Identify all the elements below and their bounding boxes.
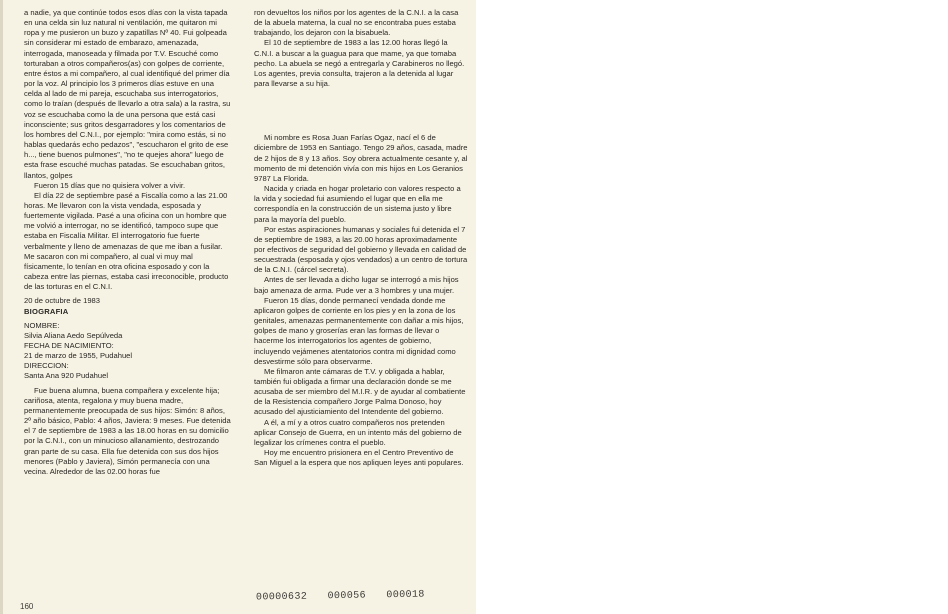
- paragraph: A él, a mí y a otros cuatro compañeros nos pretenden aplicar Consejo de Guerra, en un intento más del gobierno de legalizar los crímenes contra el pueblo.: [254, 417, 462, 447]
- document-date: 20 de octubre de 1983: [24, 296, 101, 306]
- birth-value: 21 de marzo de 1955, Pudahuel: [24, 351, 133, 361]
- name-value: Silvia Aliana Aedo Sepúlveda: [24, 330, 123, 340]
- paragraph: Me filmaron ante cámaras de T.V. y obligada a hablar, también fui obligada a firmar una declaración donde se me acusaba de ser miembro del M.I.R. y de ayudar al combatiente de la Resistencia compañero Jorge Palma Donoso, hoy acusado del ajusticiamiento del Intendente del gobierno.: [254, 366, 466, 417]
- address-value: Santa Ana 920 Pudahuel: [24, 371, 109, 381]
- archive-stamp: 00000632 000056 000018: [255, 589, 425, 604]
- paragraph: El día 22 de septiembre pasé a Fiscalía como a las 21.00 horas. Me llevaron con la vista vendada, esposada y fuertemente vigilada. Pasé a una oficina con un hombre que me volvió a interrogar, no se identificó, tampoco supe que estaba en Fiscalía Militar. El interrogatorio fue fuerte verbalmente y lleno de amenazas de que me iban a fusilar. Me sacaron con mi compañero, al cual vi muy mal físicamente, lo tenían en otra oficina esposado y con la cabeza entre las piernas, estaba casi irreconocible, producto de las torturas en el C.N.I.: [24, 190, 229, 292]
- paragraph: Nacida y criada en hogar proletario con valores respecto a la vida y sociedad fui asumiendo el lugar que en ella me correspondía en la construcción de un sistema justo y libre para la mayoría del pueblo.: [254, 184, 461, 224]
- paragraph: Fue buena alumna, buena compañera y excelente hija; cariñosa, atenta, regalona y muy buena madre, permanentemente preocupada de sus hijos: Simón: 8 años, 2º año básico, Pablo: 4 años, Javiera: 9 meses. Fue detenida el 7 de septiembre de 1983 a las 18.00 horas en su domicilio por la C.N.I., con un minucioso allanamiento, destrozando gran parte de su casa. Ella fue detenida con sus dos hijos menores (Pablo y Javiera), Simón permanecía con una vecina. Alrededor de las 02.00 horas fue: [24, 385, 231, 476]
- paragraph: Antes de ser llevada a dicho lugar se interrogó a mis hijos bajo amenaza de arma. Pude ver a 3 hombres y una mujer.: [254, 275, 459, 295]
- page-number: 160: [20, 602, 34, 611]
- name-label: NOMBRE:: [24, 320, 60, 330]
- paragraph: ron devueltos los niños por los agentes de la C.N.I. a la casa de la abuela materna, la cual no se encontraba pues estaba trabajando, los dejaron con la bisabuela.: [254, 8, 459, 38]
- paragraph: El 10 de septiembre de 1983 a las 12.00 horas llegó la C.N.I. a buscar a la guagua para que mame, ya que tomaba pecho. La abuela se negó a entregarla y Carabineros no llegó. Los agentes, previa consulta, trajeron a la detenida al lugar para llevarse a su hija.: [254, 38, 465, 89]
- paragraph: Por estas aspiraciones humanas y sociales fui detenida el 7 de septiembre de 1983, a las 20.00 horas aproximadamente por efectivos de seguridad del gobierno y llevada en calidad de secuestrada (esposada y ojos vendados) a un centro de tortura de la C.N.I. (cárcel secreta).: [254, 224, 468, 275]
- page-edge: [0, 0, 3, 614]
- address-label: DIRECCION:: [24, 361, 69, 371]
- left-column: [24, 8, 234, 586]
- paragraph: Mi nombre es Rosa Juan Farías Ogaz, nací el 6 de diciembre de 1953 en Santiago. Tengo 29 años, casada, madre de 2 hijos de 8 y 13 años. Soy obrera actualmente cesante y, al momento de mi detención vivía con mis hijos en Los Geranios 9787 La Florida.: [254, 133, 468, 183]
- birth-label: FECHA DE NACIMIENTO:: [24, 341, 114, 350]
- paragraph: a nadie, ya que continúe todos esos días con la vista tapada en una celda sin luz natural ni ventilación, me quitaron mi ropa y me pusieron un buzo y zapatillas Nº 40. Fui golpeada sin considerar mi estado de embarazo, amenazada, interrogada, manoseada y filmada por T.V. Escuché como torturaban a otros compañeros(as) con golpes de corriente, entre éstos a mi compañero, al cual identifiqué del primer día por la voz. Al principio los 3 primeros días estuve en una celda al lado de mi pareja, escuchaba sus interrogatorios, como lo traían (después de llevarlo a otra sala) a la rastra, su voz se escuchaba como la de una persona que está casi inconsciente; sus gritos desgarradores y los comentarios de los hombres del C.N.I., por ejemplo: "mira como estás, si no hablas quedarás echo pedazos", "escucharon el grito de ese h..., tiene buenos pulmones", "no te quejes ahora" luego de esta frase escuché muchas patadas. Se escuchaban gritos, llantos, golpes: [24, 8, 231, 180]
- right-column: [254, 8, 468, 586]
- paragraph: Fueron 15 días que no quisiera volver a vivir.: [34, 180, 186, 190]
- paragraph: Hoy me encuentro prisionera en el Centro Preventivo de San Miguel a la espera que nos apliquen leyes anti populares.: [254, 448, 464, 468]
- section-heading: BIOGRAFIA: [24, 306, 69, 316]
- paragraph: Fueron 15 días, donde permanecí vendada donde me aplicaron golpes de corriente en los pies y en la zona de los genitales, amenazas permanentemente con dañar a mis hijos, golpes de mano y groserías eran las formas de llevar o hacerme los interrogatorios los agentes de gobierno, incluyendo vejámenes atentatorios contra mi dignidad como desvestirme sólo para observarme.: [254, 295, 464, 366]
